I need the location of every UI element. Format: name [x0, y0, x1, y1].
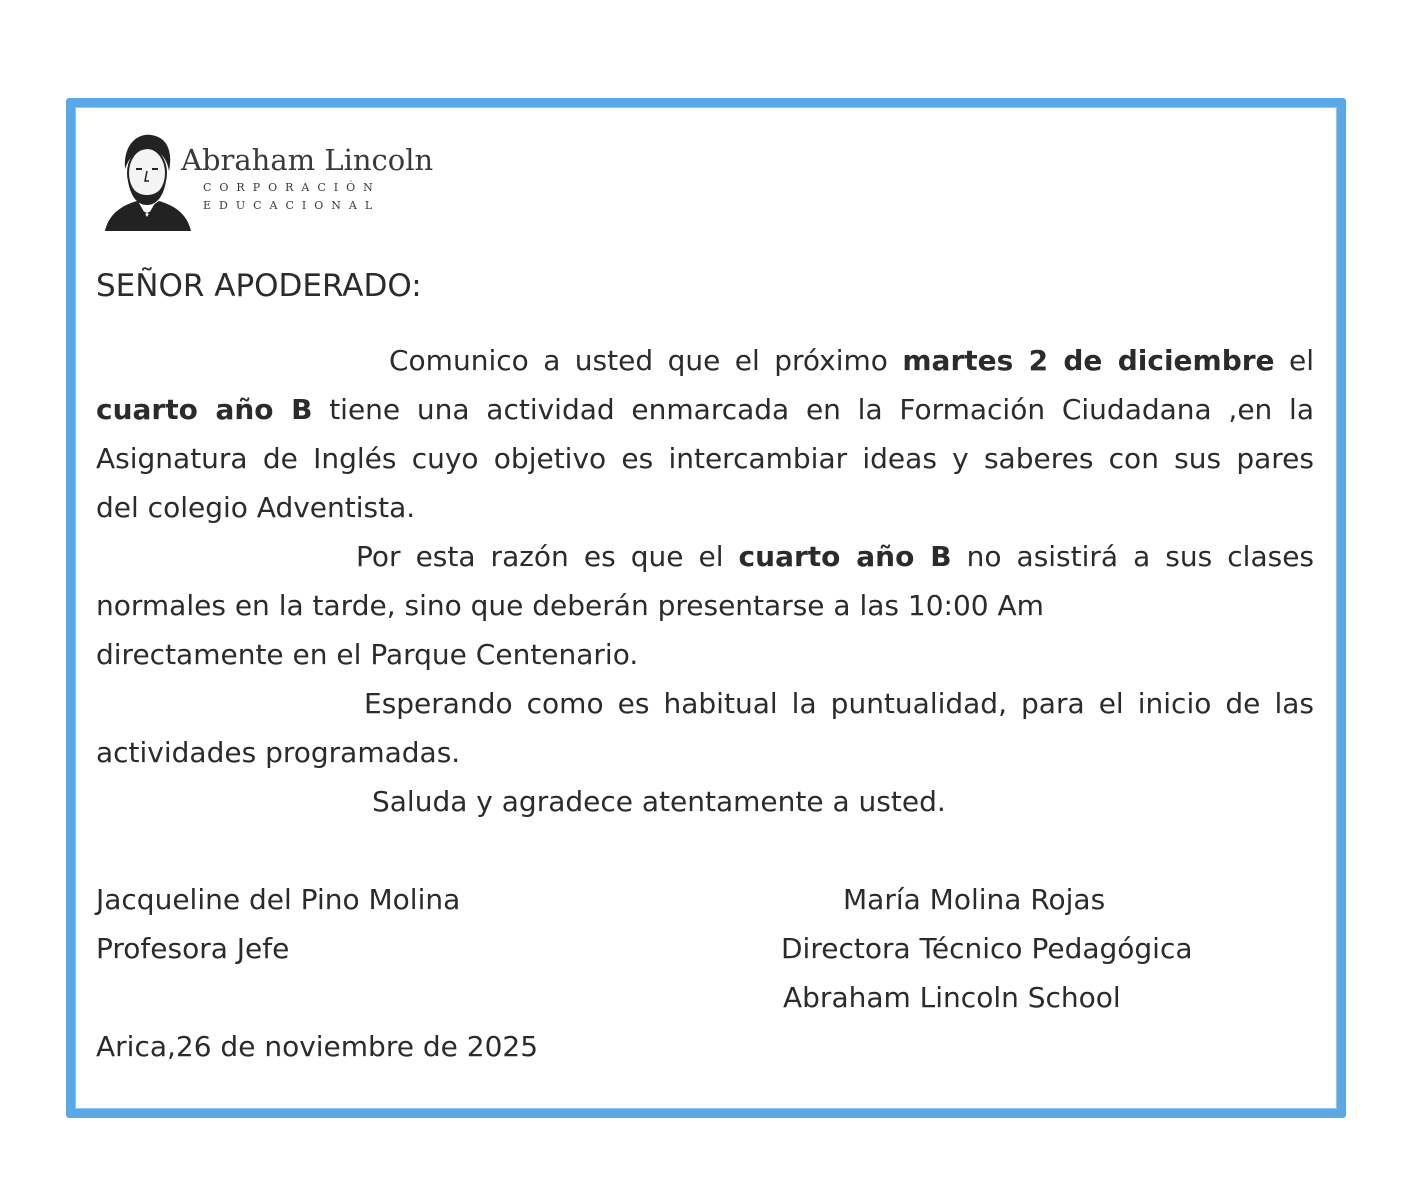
paragraph-1	[96, 336, 1314, 532]
lincoln-portrait-icon	[103, 129, 193, 235]
p1-line-3: Asignatura de Inglés cuyo objetivo es intercambiar ideas y saberes con sus pares	[96, 442, 1314, 475]
logo-name: Abraham Lincoln	[181, 143, 434, 177]
paragraph-3	[96, 679, 1314, 777]
p2-line-1: Por esta razón es que el cuarto año B no asistirá a sus clases	[356, 540, 1315, 573]
logo-subtitle-2: EDUCACIONAL	[203, 199, 381, 212]
school-logo	[103, 129, 443, 235]
date-line: Arica,26 de noviembre de 2025	[96, 1030, 539, 1063]
greeting: SEÑOR APODERADO:	[96, 268, 422, 304]
p3-line-1: Esperando como es habitual la puntualidad, para el inicio de las	[364, 687, 1314, 720]
p1-line-4: del colegio Adventista.	[96, 491, 416, 524]
paragraph-2	[96, 532, 1314, 679]
signature-left-name: Jacqueline del Pino Molina	[96, 883, 461, 916]
signature-right-name: María Molina Rojas	[843, 883, 1106, 916]
p1-line-1: Comunico a usted que el próximo martes 2 de diciembre el	[389, 344, 1315, 377]
signature-left-role: Profesora Jefe	[96, 932, 290, 965]
p2-line-2: normales en la tarde, sino que deberán presentarse a las 10:00 Am	[96, 589, 1044, 622]
signature-right-role: Directora Técnico Pedagógica	[781, 932, 1193, 965]
p2-line-3: directamente en el Parque Centenario.	[96, 638, 639, 671]
logo-subtitle-1: CORPORACIÓN	[203, 181, 381, 194]
p3-line-2: actividades programadas.	[96, 736, 461, 769]
closing-line: Saluda y agradece atentamente a usted.	[372, 785, 946, 818]
signature-right-org: Abraham Lincoln School	[783, 981, 1121, 1014]
p1-line-2: cuarto año B tiene una actividad enmarcada en la Formación Ciudadana ,en la	[96, 393, 1314, 426]
